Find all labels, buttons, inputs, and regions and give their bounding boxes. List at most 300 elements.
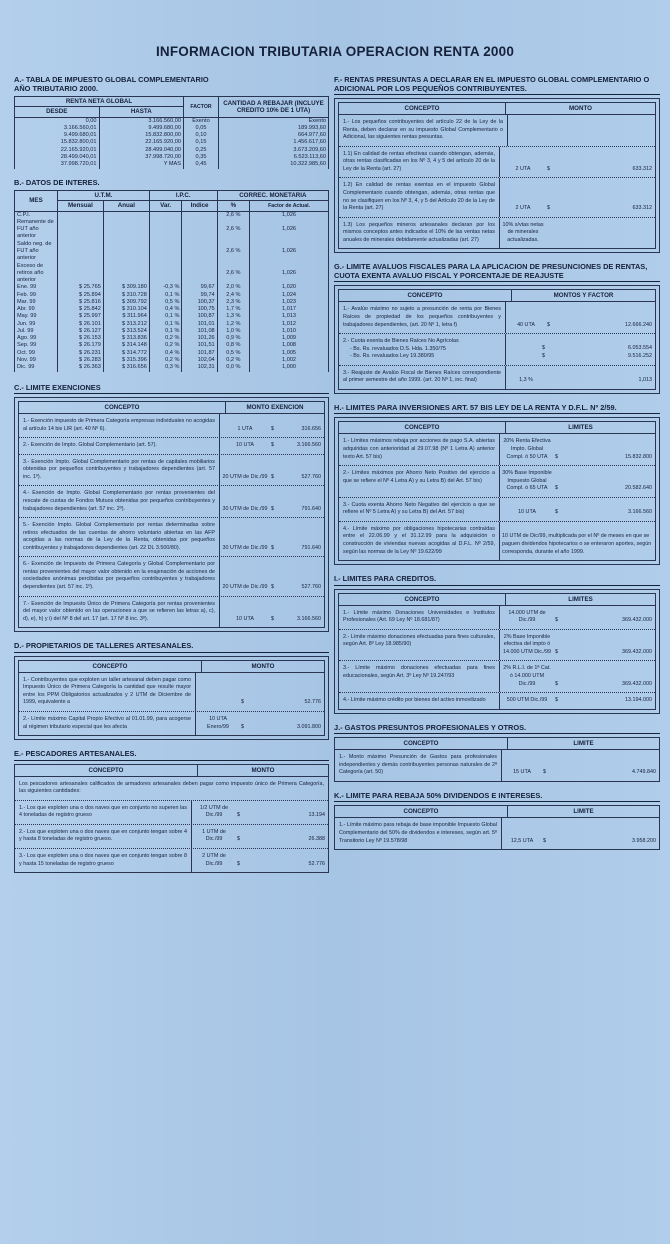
i-row-text: 1.- Límite máximo Donaciones Universidades e Institutos Profesionales (Art. 69 Ley Nº 18.681/87) (343, 609, 495, 624)
i-row (339, 606, 655, 630)
b-h-ipc: I.P.C. (149, 191, 217, 201)
b-month-row (15, 306, 329, 313)
c-row-currency: $ (271, 473, 274, 480)
a-cell: 37.998.720,00 (99, 154, 184, 161)
e-row-value: 52.776 (308, 860, 325, 867)
k-row (335, 818, 659, 849)
i-row-text: 2.- Límite máximo donaciones efectuadas para fines culturales, según Art. 8º Ley 18.985/90) (343, 633, 495, 648)
b-cell: 101,87 (182, 350, 217, 357)
b-pre-factor: 1,026 (250, 263, 329, 285)
b-cell: 0,8 % (217, 342, 249, 349)
b-cell: 0,4 % (149, 306, 182, 313)
b-cell: $ 314.148 (103, 342, 149, 349)
b-cell: 1,013 (250, 313, 329, 320)
i-row-currency: $ (555, 697, 558, 704)
j-row-unit: 15 UTA (501, 750, 542, 781)
b-cell: 1,008 (250, 342, 329, 349)
e-row (15, 825, 328, 849)
b-body (15, 211, 329, 371)
a-cell: 3.166.560,00 (99, 117, 184, 125)
b-cell: 101,01 (182, 321, 217, 328)
a-cell: 15.832.800,00 (99, 132, 184, 139)
b-empty-cell (149, 219, 182, 241)
b-month-row (15, 335, 329, 342)
b-cell: 2,4 % (217, 292, 249, 299)
g-row-2b-currency: $ (542, 352, 545, 359)
b-cell: $ 311.964 (103, 313, 149, 320)
b-cell: $ 26.179 (58, 342, 104, 349)
i-row-text: 3.- Límite máximo donaciones efectuadas para fines educacionales, según Art. 3º Ley Nº 19.247/93 (343, 665, 495, 680)
g-row-2 (339, 334, 655, 366)
i-body (339, 606, 655, 709)
k-h-limite: LIMITE (507, 806, 659, 817)
h-row-text: 3.- Cuota exenta Ahorro Neto Negativo del ejercicio a que se refiere el Nº 5 Letra A) y su Letra B) del Art. 57 bis) (343, 501, 495, 516)
a-h-desde: DESDE (15, 107, 100, 117)
k-row-currency: $ (543, 837, 546, 844)
section-a-heading: A.- TABLA DE IMPUESTO GLOBAL COMPLEMENTARIO AÑO TRIBUTARIO 2000. (14, 75, 209, 93)
e-h-monto: MONTO (197, 765, 328, 776)
b-cell: 0,5 % (149, 299, 182, 306)
c-row-unit: 20 UTM de Dic./99 (219, 557, 270, 595)
h-row-currency: $ (555, 509, 558, 516)
c-row-value: 791.640 (301, 544, 321, 551)
i-row-value: 369.432.000 (622, 648, 652, 655)
b-h-indice: Indice (182, 201, 217, 211)
f-intro: 1.- Los pequeños contribuyentes del artículo 22 de la Ley de la Renta, deben declarar en su impuesto Global Complementario o Adicional, las siguientes rentas presuntas. (343, 119, 503, 141)
d-row-unit: 10 UTA Enero/99 (195, 712, 240, 735)
d-row-text: 1.- Contribuyentes que exploten un taller artesanal deben pagar como Impuesto Único de Primera Categoría la cantidad que resulte mayor entre los PPM Obligatorios actualizados y 2 UTM de Diciembre de 1999, equivalente a (23, 676, 191, 706)
b-pre-label: Remanente de FUT año anterior (15, 219, 58, 241)
b-empty-cell (58, 219, 104, 241)
i-h-concepto: CONCEPTO (404, 595, 440, 603)
section-b-table (14, 190, 329, 371)
d-row-unit (195, 673, 240, 711)
a-cell: 6.523.113,60 (219, 154, 329, 161)
b-cell: 1,2 % (217, 321, 249, 328)
f-row-currency: $ (547, 165, 550, 172)
a-cell: 0,45 (184, 161, 219, 168)
i-row-unit: 2% R.L.I. de 1ª Cat. ó 14.000 UTM Dic./99 (499, 661, 554, 692)
j-row-text: 1.- Monto máximo Presunción de Gastos para profesionales independientes y demás contribuyentes personas naturales de 2ª Categoría (art. 50) (339, 754, 497, 776)
e-row-unit: 2 UTM de Dic./99 (191, 849, 236, 872)
b-pre-factor: 1,026 (250, 211, 329, 219)
b-cell: 1,010 (250, 328, 329, 335)
b-empty-cell (182, 263, 217, 285)
b-cell: 100,37 (182, 299, 217, 306)
c-row (19, 455, 324, 487)
g-row-3 (339, 366, 655, 389)
a-cell: 37.998.720,01 (15, 161, 100, 168)
b-cell: 1,017 (250, 306, 329, 313)
e-intro: Los pescadores artesanales calificados de armadores artesanales deben pagar como impuesto único de Primera Categoría, las siguientes cantidades: (19, 780, 324, 795)
c-row-currency: $ (271, 584, 274, 591)
g-row-3-unit: 1,3 % (505, 366, 546, 389)
b-empty-cell (58, 263, 104, 285)
a-cell: 1.456.617,60 (219, 139, 329, 146)
b-cell: 0,1 % (149, 328, 182, 335)
e-row-text: 2.- Los que exploten una o dos naves que en conjunto tengan sobre 4 y hasta 8 toneladas de registro grueso. (19, 828, 187, 843)
b-cell: -0,3 % (149, 284, 182, 291)
section-f-heading: F.- RENTAS PRESUNTAS A DECLARAR EN EL IMPUESTO GLOBAL COMPLEMENTARIO O ADICIONAL POR LOS PEQUEÑOS CONTRIBUYENTES. (334, 76, 660, 95)
left-column (14, 76, 329, 883)
b-cell: 1,3 % (217, 313, 249, 320)
d-row-value: 52.776 (304, 699, 321, 706)
h-row (339, 434, 655, 466)
h-row (339, 522, 655, 560)
b-pre-row (15, 219, 329, 241)
section-g-box (334, 285, 660, 394)
b-pre-pct: 2,6 % (217, 219, 249, 241)
b-cell: $ 25.894 (58, 292, 104, 299)
b-cell: 0,2 % (149, 342, 182, 349)
section-h-box (334, 417, 660, 565)
k-h-concepto: CONCEPTO (403, 808, 439, 816)
b-cell: 1,009 (250, 335, 329, 342)
b-cell: 0,3 % (149, 364, 182, 371)
f-body (339, 147, 655, 249)
b-cell: $ 26.231 (58, 350, 104, 357)
b-cell: 2,3 % (217, 299, 249, 306)
f-row-text: 1.1) En calidad de rentas efectivas cuando obtengan, además, otras rentas clasificadas en los Nº 3, 4 y 5 del artículo 20 de la Ley de la Renta (art. 27) (343, 150, 495, 172)
c-row-currency: $ (271, 615, 274, 622)
j-h-limite: LIMITE (507, 738, 659, 749)
c-row-currency: $ (271, 442, 274, 449)
c-row (19, 438, 324, 455)
b-cell: 1,023 (250, 299, 329, 306)
c-row-text: 3.- Exención Impto. Global Complementario por rentas de capitales mobiliarios obtenidas por pequeños contribuyentes y trabajadores dependientes (art. 57 inc. 1º). (23, 458, 215, 480)
b-pre-pct: 2,6 % (217, 241, 249, 263)
h-h-concepto: CONCEPTO (404, 424, 440, 432)
b-pre-label: Exceso de retiros año anterior (15, 263, 58, 285)
a-cell: 0,05 (184, 125, 219, 132)
c-row-text: 6.- Exención de Impuesto de Primera Categoría y Global Complementario por rentas provenientes del mayor valor obtenido en la enajenación de acciones de sociedades anónimas percibidas por pequeños contribuyentes y trabajadores dependientes (art. 57 inc. 1º). (23, 561, 215, 591)
b-cell: 0,1 % (149, 313, 182, 320)
a-table-row (15, 125, 329, 132)
page-title: INFORMACION TRIBUTARIA OPERACION RENTA 2000 (155, 44, 515, 59)
c-row-value: 3.166.560 (297, 442, 321, 449)
g-h-monto: MONTOS Y FACTOR (511, 290, 655, 301)
j-table (334, 737, 660, 782)
h-row-unit: 30% Base Imponible Impuesto Global Compl. ó 65 UTA (499, 466, 554, 497)
c-body (19, 414, 324, 627)
a-body (15, 117, 329, 168)
h-row (339, 498, 655, 522)
g-row-2b-value: 9.516.252 (628, 352, 652, 359)
b-cell: Abr. 99 (15, 306, 58, 313)
a-table-row (15, 139, 329, 146)
e-row-currency: $ (237, 812, 240, 819)
a-cell: Y MAS (99, 161, 184, 168)
a-cell: 9.499.680,00 (99, 125, 184, 132)
h-row-text: 4.- Límite máximo por obligaciones hipotecarias contraídas entre el 22.06.99 y el 31.12.99 para la adquisición o construcción de viviendas nuevas acogidas al D.F.L. Nº 2/59, según las normas de la Ley Nº 19.622/99 (343, 525, 495, 555)
b-cell: $ 309.792 (103, 299, 149, 306)
f-row-unit: 2 UTA (499, 147, 546, 178)
a-cell: 22.165.920,00 (99, 139, 184, 146)
f-row (339, 147, 655, 179)
e-table (14, 764, 329, 874)
k-row-unit: 12,5 UTA (501, 818, 542, 849)
a-cell: 0,10 (184, 132, 219, 139)
e-row-value: 13.194 (308, 812, 325, 819)
b-month-row (15, 342, 329, 349)
b-pre-label: C.P.I. (15, 211, 58, 219)
a-cell: 0,25 (184, 147, 219, 154)
a-cell: 0,35 (184, 154, 219, 161)
section-e-heading: E.- PESCADORES ARTESANALES. (14, 750, 329, 761)
b-empty-cell (149, 263, 182, 285)
b-month-row (15, 321, 329, 328)
a-table-row (15, 147, 329, 154)
c-row-currency: $ (271, 505, 274, 512)
c-row (19, 486, 324, 518)
b-cell: $ 25.842 (58, 306, 104, 313)
b-cell: Nov. 99 (15, 357, 58, 364)
c-row-unit: 30 UTM de Dic./99 (219, 518, 270, 556)
g-row-3-currency (546, 366, 558, 389)
section-d-box (14, 656, 329, 740)
c-row (19, 414, 324, 438)
section-d-heading: D.- PROPIETARIOS DE TALLERES ARTESANALES. (14, 642, 329, 653)
d-row-text: 2.- Límite máximo Capital Propio Efectivo al 01.01.99, para acogerse al régimen tributario especial que les afecta (23, 716, 191, 730)
h-table (338, 421, 656, 561)
b-cell: 0,2 % (149, 357, 182, 364)
i-row-text: 4.- Límite máximo crédito por bienes del activo inmovilizado (343, 697, 486, 704)
c-h-concepto: CONCEPTO (104, 404, 140, 412)
b-pre-factor: 1,026 (250, 219, 329, 241)
section-f-box (334, 98, 660, 253)
section-i-heading: I.- LIMITES PARA CREDITOS. (334, 575, 660, 586)
a-table-row (15, 154, 329, 161)
b-cell: 0,2 % (149, 335, 182, 342)
b-cell: 99,67 (182, 284, 217, 291)
b-cell: $ 310.728 (103, 292, 149, 299)
b-cell: $ 26.101 (58, 321, 104, 328)
b-cell: 1,7 % (217, 306, 249, 313)
h-row (339, 466, 655, 498)
a-h-renta: RENTA NETA GLOBAL (15, 97, 184, 107)
g-row-1-unit: 40 UTA (505, 302, 546, 333)
f-row-value: 633.312 (632, 165, 652, 172)
i-row-unit: 500 UTM Dic./99 (499, 693, 554, 709)
section-i-box (334, 589, 660, 714)
f-row-unit: 10% s/vtas netas de minerales actualizadas. (499, 218, 546, 249)
k-row-value: 3.958.200 (632, 837, 656, 844)
a-cell: 0,15 (184, 139, 219, 146)
b-cell: $ 25.816 (58, 299, 104, 306)
i-row-value: 13.194.000 (625, 697, 652, 704)
a-cell: 664.977,60 (219, 132, 329, 139)
a-cell: 9.499.680,01 (15, 132, 100, 139)
a-h-cantidad: CANTIDAD A REBAJAR (INCLUYE CREDITO 10% DE 1 UTA) (219, 97, 329, 118)
f-row (339, 178, 655, 217)
g-table (338, 289, 656, 390)
i-table (338, 593, 656, 710)
i-row-unit: 2% Base Imponible efectiva del impto ó 14.000 UTM Dic./99 (499, 630, 554, 661)
e-row-text: 3.- Los que exploten una o dos naves que en conjunto tengan sobre 8 y hasta 15 toneladas de registro grueso (19, 853, 187, 867)
a-cell: 3.673.209,60 (219, 147, 329, 154)
section-c-box (14, 397, 329, 632)
e-h-concepto: CONCEPTO (88, 766, 124, 774)
b-cell: 100,87 (182, 313, 217, 320)
a-table-row (15, 161, 329, 168)
h-row-value: 15.832.800 (625, 453, 652, 460)
d-table (18, 660, 325, 736)
h-row-value: 3.166.560 (628, 509, 652, 516)
section-h-heading: H.- LIMITES PARA INVERSIONES ART. 57 BIS LEY DE LA RENTA Y D.F.L. Nº 2/59. (334, 404, 660, 415)
b-month-row (15, 284, 329, 291)
b-cell: 0,4 % (149, 350, 182, 357)
e-row (15, 849, 328, 872)
i-row (339, 693, 655, 709)
b-cell: 0,5 % (217, 350, 249, 357)
b-empty-cell (182, 219, 217, 241)
h-row-value: 20.582.640 (625, 485, 652, 492)
g-row-2a-text: - Bs. Rs. revaluados D.S. Hda. 1.350/75 (350, 345, 446, 352)
b-month-row (15, 313, 329, 320)
b-empty-cell (58, 211, 104, 219)
b-month-row (15, 357, 329, 364)
b-month-row (15, 364, 329, 371)
b-cell: $ 314.772 (103, 350, 149, 357)
h-row-unit: 20% Renta Efectiva Impto. Global Compl. ó 50 UTA (499, 434, 554, 465)
b-cell: 1,002 (250, 357, 329, 364)
b-pre-row (15, 211, 329, 219)
b-cell: $ 309.180 (103, 284, 149, 291)
h-h-limites: LIMITES (505, 422, 655, 433)
section-b-heading: B.- DATOS DE INTERES. (14, 177, 100, 187)
a-cell: Exento (219, 117, 329, 125)
b-empty-cell (182, 211, 217, 219)
b-month-row (15, 292, 329, 299)
b-cell: Mar. 99 (15, 299, 58, 306)
b-h-corr: CORREC. MONETARIA (217, 191, 328, 201)
i-row-currency: $ (555, 617, 558, 624)
c-row-text: 4.- Exención de Impto. Global Complementario por rentas provenientes del rescate de cuotas de Fondos Mutuos obtenidas por pequeños contribuyentes y trabajadores dependientes (art. 57 inc. 2º). (23, 490, 215, 512)
e-row-text: 1.- Los que exploten una o dos naves que en conjunto no superen las 4 toneladas de registro grueso (19, 804, 187, 819)
c-row-currency: $ (271, 425, 274, 432)
c-row-value: 791.640 (301, 505, 321, 512)
f-h-concepto: CONCEPTO (404, 105, 440, 113)
b-month-row (15, 328, 329, 335)
h-body (339, 434, 655, 560)
f-row-text: 1.3) Los pequeños mineros artesanales declaran por los mismos conceptos antes indicados el 10% de las ventas netas anuales de minerales debidamente actualizadas (art. 27) (343, 221, 495, 243)
i-row-unit: 14.000 UTM de Dic./99 (499, 606, 554, 629)
section-a-table (14, 96, 329, 168)
k-row-text: 1.- Límite máximo para rebaja de base imponible Impuesto Global Complementario del 50% de dividendos e intereses, según art. 5º Transitorio Ley Nº 19.578/98 (339, 822, 497, 844)
f-row-currency: $ (547, 205, 550, 212)
g-row-3-value: 1,013 (638, 377, 652, 384)
b-cell: 1,0 % (217, 328, 249, 335)
d-row (19, 712, 324, 735)
a-cell: 22.165.920,01 (15, 147, 100, 154)
b-month-row (15, 299, 329, 306)
b-cell: 1,012 (250, 321, 329, 328)
g-row-1-currency: $ (547, 321, 550, 328)
b-h-factor: Factor de Actual. (250, 201, 329, 211)
a-cell: 3.166.560,01 (15, 125, 100, 132)
b-cell: 1,005 (250, 350, 329, 357)
a-table-row (15, 132, 329, 139)
b-cell: 101,51 (182, 342, 217, 349)
i-row-currency: $ (555, 648, 558, 655)
d-body (19, 673, 324, 735)
f-row-value: 633.312 (632, 205, 652, 212)
c-row-unit: 1 UTA (219, 414, 270, 437)
e-row-currency: $ (237, 836, 240, 843)
a-h-hasta: HASTA (99, 107, 184, 117)
b-cell: Sep. 99 (15, 342, 58, 349)
b-empty-cell (103, 219, 149, 241)
b-cell: Jun. 99 (15, 321, 58, 328)
j-row (335, 750, 659, 781)
b-h-anual: Anual (103, 201, 149, 211)
d-row-currency: $ (241, 723, 244, 730)
h-row-currency: $ (555, 453, 558, 460)
b-empty-cell (103, 263, 149, 285)
c-row-value: 3.166.560 (297, 615, 321, 622)
a-h-factor: FACTOR (184, 97, 219, 118)
a-cell: 28.499.040,01 (15, 154, 100, 161)
e-row-unit: 1 UTM de Dic./99 (191, 825, 236, 848)
a-cell: Exento (184, 117, 219, 125)
b-cell: Ene. 99 (15, 284, 58, 291)
c-h-monto: MONTO EXENCION (225, 402, 324, 413)
b-cell: $ 25.765 (58, 284, 104, 291)
b-cell: $ 316.656 (103, 364, 149, 371)
c-row-text: 5.- Exención Impto. Global Complementario por rentas determinadas sobre retiros efectuados de las cuentas de ahorro voluntario abiertas en las AFP acogidas a las normas de la Ley de la Renta, obtenidas por pequeños contribuyentes y trabajadores dependientes (art. 22 DL 3.500/80). (23, 522, 215, 551)
b-empty-cell (103, 211, 149, 219)
h-row-text: 1.- Límites máximos rebaja por acciones de pago S.A. abiertas adquiridas con anterioridad al 29.07.98 (Nº 1 Letra A) anterior texto Art. 57 bis) (343, 438, 495, 460)
b-cell: 0,9 % (217, 335, 249, 342)
c-table (18, 401, 325, 628)
b-cell: $ 313.524 (103, 328, 149, 335)
b-empty-cell (149, 241, 182, 263)
i-row-currency: $ (555, 680, 558, 687)
g-row-2a-value: 6.053.554 (628, 345, 652, 352)
b-cell: 0,1 % (149, 292, 182, 299)
c-row-text: 7.- Exención de Impuesto Único de Primera Categoría por rentas provenientes del mayor valor obtenido en las operaciones a que se refieren las letras a), c), d), e), h) y i) del Nº 8 del art. 17 (art. 17 Nº 8 inc. 3º). (23, 600, 215, 622)
b-empty-cell (103, 241, 149, 263)
c-row-text: 2.- Exención de Impto. Global Complementario (art. 57). (23, 442, 157, 449)
e-row-currency: $ (237, 860, 240, 867)
b-pre-row (15, 241, 329, 263)
d-h-concepto: CONCEPTO (92, 662, 128, 670)
b-month-row (15, 350, 329, 357)
c-row-unit: 10 UTA (219, 597, 270, 628)
e-row (15, 801, 328, 825)
c-row-unit: 30 UTM de Dic./99 (219, 486, 270, 517)
c-row-currency: $ (271, 544, 274, 551)
f-row-text: 1.2) En calidad de rentas exentas en el impuesto Global Complementario cuando obtengan, además, otras rentas que no se clasifiquen en los Nº 3, 4, y 5 del Artículo 20 de la Ley de la Renta (art. 27) (343, 182, 495, 212)
b-empty-cell (58, 241, 104, 263)
b-cell: Dic. 99 (15, 364, 58, 371)
i-row-value: 369.432.000 (622, 617, 652, 624)
g-row-1-value: 12.666.240 (625, 321, 652, 328)
a-cell: 189.993,60 (219, 125, 329, 132)
b-cell: 0,1 % (149, 321, 182, 328)
g-row-2-title: 2.- Cuota exenta de Bienes Raíces No Agrícolas (343, 338, 459, 345)
i-row (339, 661, 655, 693)
h-row-unit: 10 UTM de Dic/99, multiplicada por el Nº de meses en que se paguen dividendos hipotecarios o se enteraron aportes, según corresponda, durante el año 1999. (499, 522, 655, 560)
a-cell: 0,00 (15, 117, 100, 125)
b-h-utm: U.T.M. (58, 191, 150, 201)
b-cell: 102,04 (182, 357, 217, 364)
c-row (19, 518, 324, 557)
section-g-heading: G.- LIMITE AVALUOS FISCALES PARA LA APLICACION DE PRESUNCIONES DE RENTAS, CUOTA EXENTA AVALUO FISCAL Y PORCENTAJE DE REAJUSTE (334, 263, 660, 282)
b-cell: Jul. 99 (15, 328, 58, 335)
b-empty-cell (149, 211, 182, 219)
d-row-currency: $ (241, 699, 244, 706)
